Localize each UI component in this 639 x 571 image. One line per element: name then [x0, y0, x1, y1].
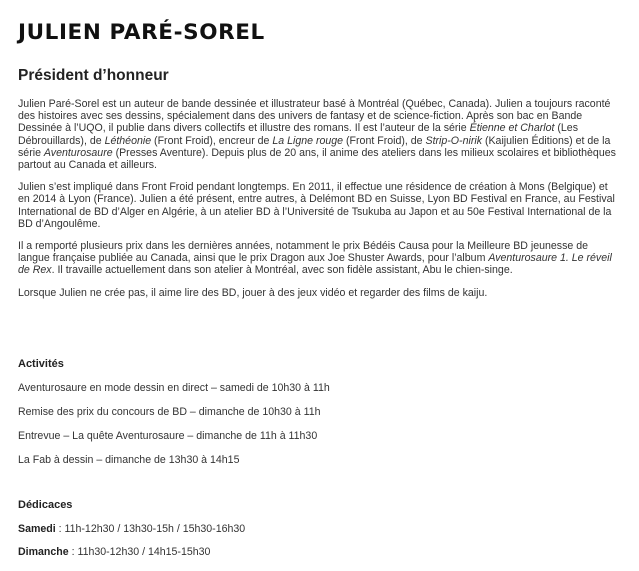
signing-day: Dimanche [18, 546, 69, 558]
bio-text: (Kaijulien Éditions) et de la série [18, 134, 611, 159]
signings-heading: Dédicaces [18, 499, 73, 511]
bio-paragraph-4: Lorsque Julien ne crée pas, il aime lire des BD, jouer à des jeux vidéo et regarder des films de kaiju. [18, 286, 488, 299]
book-title: Strip-O-nirik [425, 134, 483, 147]
signing-day: Samedi [18, 523, 56, 535]
book-title: Léthéonie [104, 134, 152, 147]
activity-item: La Fab à dessin – dimanche de 13h30 à 14h15 [18, 454, 240, 466]
bio-paragraph-2: Julien s’est impliqué dans Front Froid pendant longtemps. En 2011, il effectue une résidence de création à Mons (Belgique) et en 2014 à Lyon (France). Julien a été présent, entre autres, à Delémont BD en Suisse, Lyon BD Festival en France, au Festival International de BD d’Alger en Algérie, à un atelier BD à l’Université de Tsukuba au Japon et au 50e Festival International de la BD d’Angoulême. [18, 181, 615, 230]
artist-name: JULIEN PARÉ-SOREL [18, 20, 265, 45]
signing-row [18, 546, 210, 558]
bio-text: (Presses Aventure). Depuis plus de 20 ans, il anime des ateliers dans les milieux scolaires et bibliothèques partout au Canada et ailleurs. [18, 146, 616, 172]
book-title: Aventurosaure [43, 146, 113, 159]
signing-row [18, 523, 245, 535]
signing-times: : 11h-12h30 / 13h30-15h / 15h30-16h30 [55, 523, 246, 535]
book-title: Aventurosaure 1. Le réveil de Rex [18, 252, 612, 277]
bio-text: . Il travaille actuellement dans son atelier à Montréal, avec son fidèle assistant, Abu le chien-singe. [51, 264, 513, 277]
bio-text: (Front Froid), encreur de [151, 134, 273, 147]
bio-text: Julien Paré-Sorel est un auteur de bande dessinée et illustrateur basé à Montréal (Québec, Canada). Julien a toujours raconté des histoires avec ses dessins, spécialement dans des univers de fantasy et de science-fiction. Après son bac en Bande Dessinée à l’UQO, il publie dans divers collectifs et illustre des romans. Il est l’auteur de la série [18, 98, 611, 135]
activity-item: Remise des prix du concours de BD – dimanche de 10h30 à 11h [18, 406, 321, 418]
bio-text: (Les Débrouillards), de [18, 122, 578, 147]
biography [18, 98, 622, 309]
activities-heading: Activités [18, 358, 64, 370]
book-title: La Ligne rouge [272, 134, 344, 147]
signing-times: : 11h30-12h30 / 14h15-15h30 [68, 546, 211, 558]
role-heading: Président d’honneur [18, 67, 169, 84]
activity-item: Aventurosaure en mode dessin en direct – samedi de 10h30 à 11h [18, 382, 330, 394]
bio-paragraph-3 [18, 240, 622, 277]
bio-paragraph-1 [18, 98, 622, 171]
book-title: Étienne et Charlot [469, 122, 555, 135]
bio-text: Il a remporté plusieurs prix dans les dernières années, notamment le prix Bédéis Causa pour la Meilleure BD jeunesse de langue française publiée au Canada, ainsi que le prix Dragon aux Joe Shuster Awards, pour l’album [18, 240, 589, 265]
bio-text: (Front Froid), de [343, 134, 426, 147]
activity-item: Entrevue – La quête Aventurosaure – dimanche de 11h à 11h30 [18, 430, 318, 442]
